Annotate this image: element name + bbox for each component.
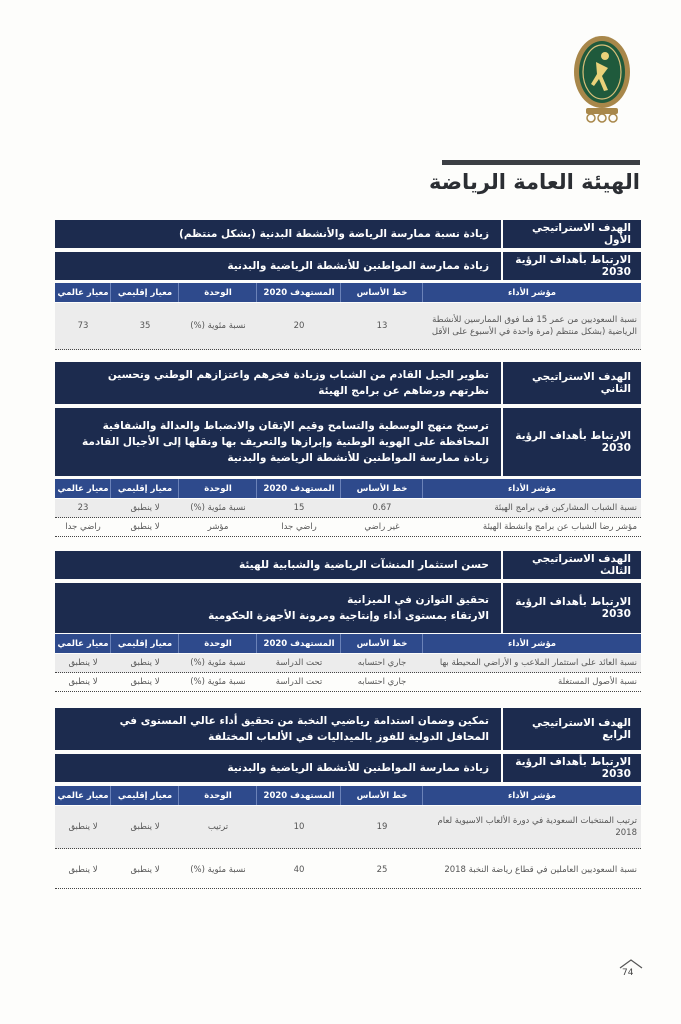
gsa-logo (572, 34, 632, 126)
goal-2-vision: الارتباط بأهداف الرؤية 2030 ترسيخ منهج الوسطية والتسامح وقيم الإتقان والانضباط والعدالة والشفافية المحافظة على الهوية الوطنية وإبرازها والتعريف بها ونقلها إلى الأجيال القادمة زيادة ممارسة المواطنين للأنشطة الرياضية والبدنية (55, 408, 641, 476)
page-number: 74 (622, 968, 634, 978)
goal-1-columns: مؤشر الأداء خط الأساس المستهدف 2020 الوحدة معيار إقليمي معيار عالمي (55, 283, 641, 302)
goal-4-vision: الارتباط بأهداف الرؤية 2030 زيادة ممارسة المواطنين للأنشطة الرياضية والبدنية (55, 754, 641, 782)
goal-4-label: الهدف الاستراتيجي الرابع (501, 708, 641, 750)
goal-3-block (55, 551, 641, 693)
table-row: نسبة السعوديين العاملين في قطاع رياضة النخبة 2018 25 40 نسبة مئوية (%) لا ينطبق لا ينطبق (55, 852, 641, 889)
goal-2-block (55, 362, 641, 538)
goal-3-label: الهدف الاستراتيجي الثالث (501, 551, 641, 579)
goal-2-columns: مؤشر الأداء خط الأساس المستهدف 2020 الوحدة معيار إقليمي معيار عالمي (55, 479, 641, 498)
goal-4-header (55, 708, 641, 750)
goal-4-text: تمكين وضمان استدامة رياضيي النخبة من تحقيق أداء عالي المستوى في المحافل الدولية للفوز بالميداليات في الألعاب المختلفة (119, 714, 489, 743)
goal-4-block (55, 708, 641, 890)
goal-3-text: حسن استثمار المنشآت الرياضية والشبابية للهيئة (239, 558, 489, 571)
goal-2-label: الهدف الاستراتيجي الثاني (501, 362, 641, 404)
goal-2-text: تطوير الجيل القادم من الشباب وزيادة فخرهم واعتزازهم الوطني وتحسين نظرتهم ورضاهم عن برامج الهيئة (107, 368, 489, 397)
page-title: الهيئة العامة الرياضة (429, 170, 640, 194)
goal-3-columns: مؤشر الأداء خط الأساس المستهدف 2020 الوحدة معيار إقليمي معيار عالمي (55, 634, 641, 653)
table-row: نسبة الشباب المشاركين في برامج الهيئة 0.67 15 نسبة مئوية (%) لا ينطبق 23 (55, 499, 641, 518)
goal-1-header (55, 220, 641, 248)
goal-3-vision: الارتباط بأهداف الرؤية 2030 تحقيق التوازن في الميزانية الارتقاء بمستوى أداء وإنتاجية ومرونة الأجهزة الحكومية (55, 583, 641, 633)
goal-4-columns: مؤشر الأداء خط الأساس المستهدف 2020 الوحدة معيار إقليمي معيار عالمي (55, 786, 641, 805)
table-row: نسبة السعوديين من عمر 15 فما فوق الممارسين للأنشطة الرياضية (بشكل منتظم (مرة واحدة في الأسبوع على الأقل 13 20 نسبة مئوية (%) 35 73 (55, 303, 641, 350)
goal-1-block (55, 220, 641, 352)
table-row: نسبة العائد على استثمار الملاعب و الأراضي المحيطة بها جاري احتسابه تحت الدراسة نسبة مئوية (%) لا ينطبق لا ينطبق (55, 654, 641, 673)
goal-2-header (55, 362, 641, 404)
table-row: ترتيب المنتخبات السعودية في دورة الألعاب الاسيوية لعام 2018 19 10 ترتيب لا ينطبق لا ينطبق (55, 806, 641, 849)
goal-1-vision: الارتباط بأهداف الرؤية 2030 زيادة ممارسة المواطنين للأنشطة الرياضية والبدنية (55, 252, 641, 280)
goal-1-text: زيادة نسبة ممارسة الرياضة والأنشطة البدنية (بشكل منتظم) (179, 227, 489, 240)
table-row: نسبة الأصول المستغلة جاري احتسابه تحت الدراسة نسبة مئوية (%) لا ينطبق لا ينطبق (55, 673, 641, 692)
goal-3-header (55, 551, 641, 579)
table-row: مؤشر رضا الشباب عن برامج وانشطة الهيئة غير راضي راضي جدا مؤشر لا ينطبق راضي جدا (55, 518, 641, 537)
goal-1-label: الهدف الاستراتيجي الأول (501, 220, 641, 248)
title-rule (442, 160, 640, 165)
